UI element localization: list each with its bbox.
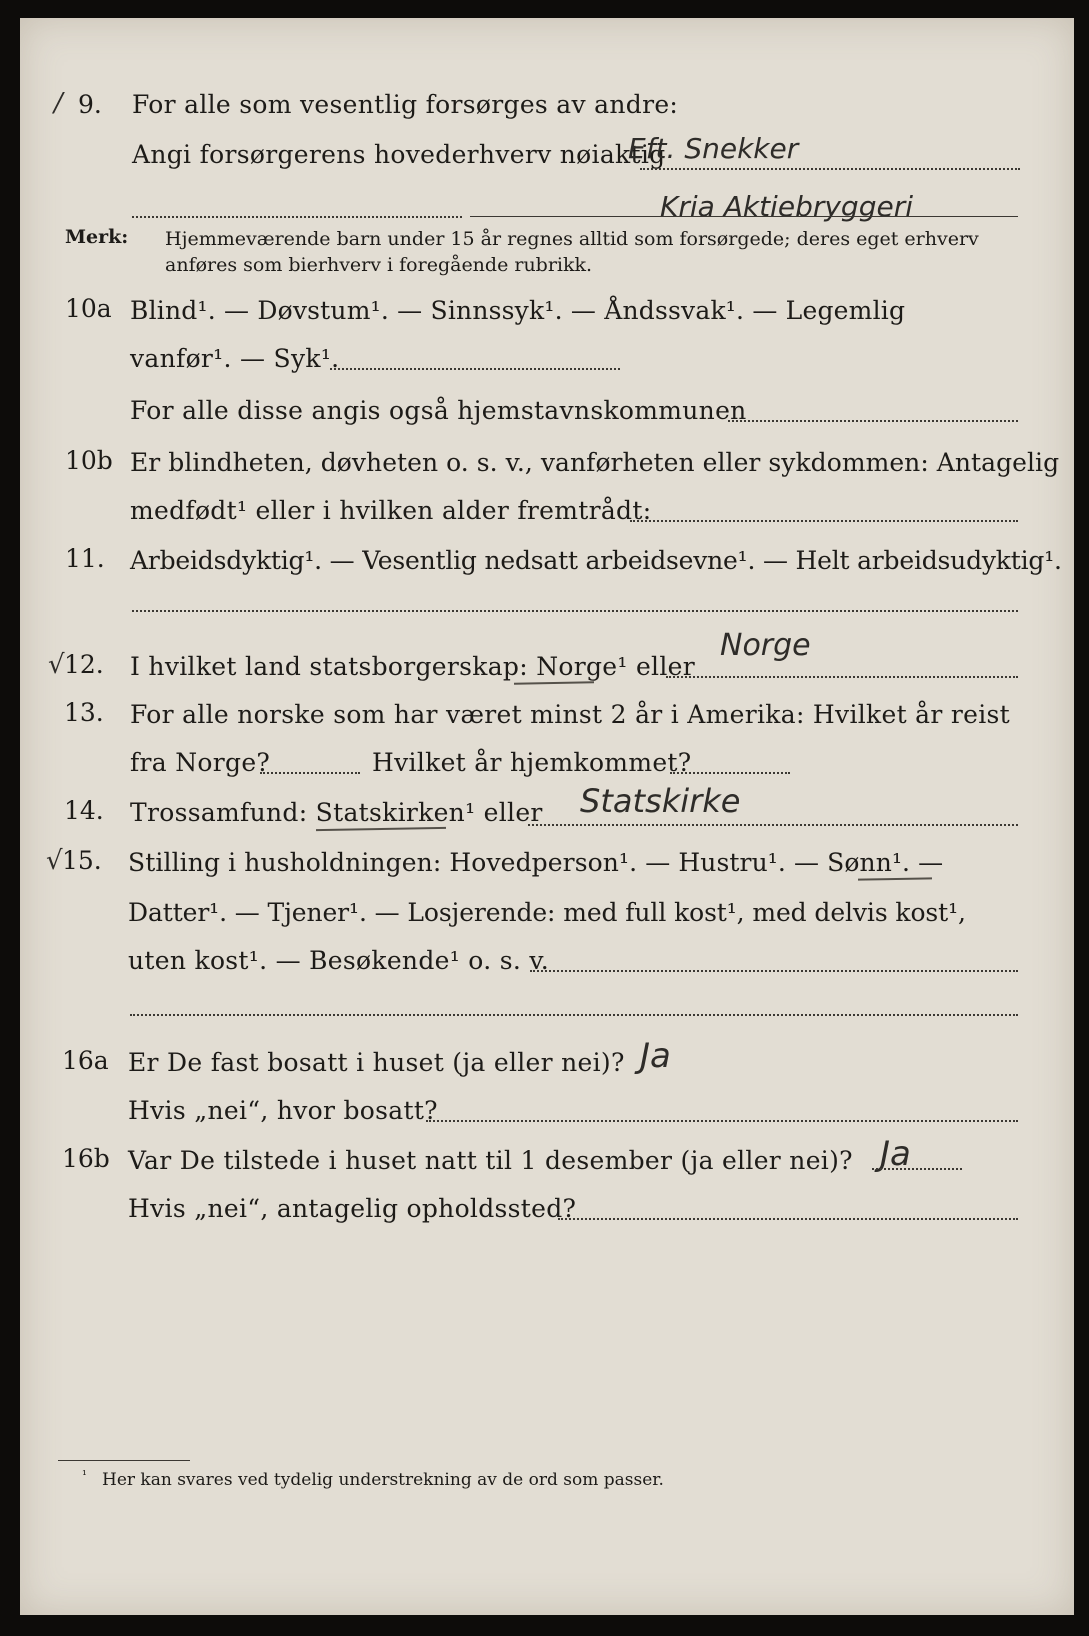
question-16b-line-2: Hvis „nei“, antagelig opholdssted? — [128, 1194, 577, 1223]
census-form-page — [20, 18, 1074, 1615]
answer-line — [330, 368, 620, 370]
handwritten-answer-present[interactable]: Ja — [880, 1134, 911, 1174]
question-15-line-1: Stilling i husholdningen: Hovedperson¹. — Hustru¹. — Sønn¹. — — [128, 848, 944, 877]
question-number: 10b — [65, 446, 113, 475]
question-16b-line-1: Var De tilstede i huset natt til 1 desember (ja eller nei)? — [128, 1146, 853, 1175]
note-line-1: Hjemmeværende barn under 15 år regnes alltid som forsørgede; deres eget erhverv — [165, 228, 979, 250]
handwritten-answer-religion[interactable]: Statskirke — [580, 782, 741, 820]
question-number: 15. — [62, 846, 102, 875]
question-number: 16a — [62, 1046, 109, 1075]
handwritten-answer-resident[interactable]: Ja — [640, 1036, 671, 1076]
note-label: Merk: — [65, 226, 129, 248]
answer-line — [558, 1218, 1018, 1220]
question-number: 11. — [65, 544, 105, 573]
question-number: 10a — [65, 294, 112, 323]
question-number: 9. — [78, 90, 102, 119]
answer-line — [132, 216, 462, 218]
answer-line — [528, 824, 1018, 826]
check-mark: √ — [48, 650, 65, 680]
answer-line — [666, 676, 1018, 678]
handwritten-answer-citizenship[interactable]: Norge — [720, 628, 811, 663]
answer-line — [670, 772, 790, 774]
check-mark: / — [54, 88, 63, 118]
question-13-line-2b: Hvilket år hjemkommet? — [372, 748, 692, 777]
answer-line — [470, 216, 1018, 217]
check-mark: √ — [46, 846, 63, 876]
answer-line — [530, 970, 1018, 972]
answer-line — [130, 1014, 1018, 1016]
question-15-line-3: uten kost¹. — Besøkende¹ o. s. v. — [128, 946, 550, 975]
note-line-2: anføres som bierhverv i foregående rubrikk. — [165, 254, 593, 276]
answer-line — [728, 420, 1018, 422]
question-15-line-2: Datter¹. — Tjener¹. — Losjerende: med full kost¹, med delvis kost¹, — [128, 898, 966, 927]
question-10a-line-1: Blind¹. — Døvstum¹. — Sinnssyk¹. — Åndssvak¹. — Legemlig — [130, 296, 906, 325]
question-11-line-1: Arbeidsdyktig¹. — Vesentlig nedsatt arbeidsevne¹. — Helt arbeidsudyktig¹. — [130, 546, 1062, 575]
question-16a-line-2: Hvis „nei“, hvor bosatt? — [128, 1096, 438, 1125]
answer-line — [872, 1168, 962, 1170]
footnote-rule — [58, 1460, 190, 1461]
underline-mark — [316, 827, 446, 831]
question-16a-line-1: Er De fast bosatt i huset (ja eller nei)? — [128, 1048, 625, 1077]
question-9-line-2: Angi forsørgerens hovederhverv nøiaktig — [132, 140, 666, 169]
handwritten-answer-employer[interactable]: Kria Aktiebryggeri — [660, 190, 913, 223]
question-9-line-1: For alle som vesentlig forsørges av andre: — [132, 90, 679, 119]
answer-line — [426, 1120, 1018, 1122]
question-14-line-1: Trossamfund: Statskirken¹ eller — [130, 798, 543, 827]
underline-mark — [858, 877, 932, 880]
underline-mark — [514, 681, 594, 684]
question-number: 12. — [64, 650, 104, 679]
question-10b-line-1: Er blindheten, døvheten o. s. v., vanførheten eller sykdommen: Antagelig — [130, 448, 1060, 477]
question-number: 16b — [62, 1144, 110, 1173]
footnote-text: Her kan svares ved tydelig understrekning av de ord som passer. — [102, 1470, 664, 1490]
question-10b-line-2: medfødt¹ eller i hvilken alder fremtrådt: — [130, 496, 652, 525]
answer-line — [260, 772, 360, 774]
question-10a-line-3: For alle disse angis også hjemstavnskommunen — [130, 396, 747, 425]
question-number: 13. — [64, 698, 104, 727]
question-13-line-2a: fra Norge? — [130, 748, 271, 777]
question-13-line-1: For alle norske som har været minst 2 år i Amerika: Hvilket år reist — [130, 700, 1011, 729]
question-number: 14. — [64, 796, 104, 825]
question-10a-line-2: vanfør¹. — Syk¹. — [130, 344, 340, 373]
answer-line — [640, 168, 1020, 170]
footnote-marker: ¹ — [82, 1468, 87, 1482]
answer-line — [132, 610, 1018, 612]
handwritten-answer-occupation[interactable]: Eft. Snekker — [628, 132, 799, 165]
answer-line — [630, 520, 1018, 522]
question-12-line-1: I hvilket land statsborgerskap: Norge¹ eller — [130, 652, 695, 681]
